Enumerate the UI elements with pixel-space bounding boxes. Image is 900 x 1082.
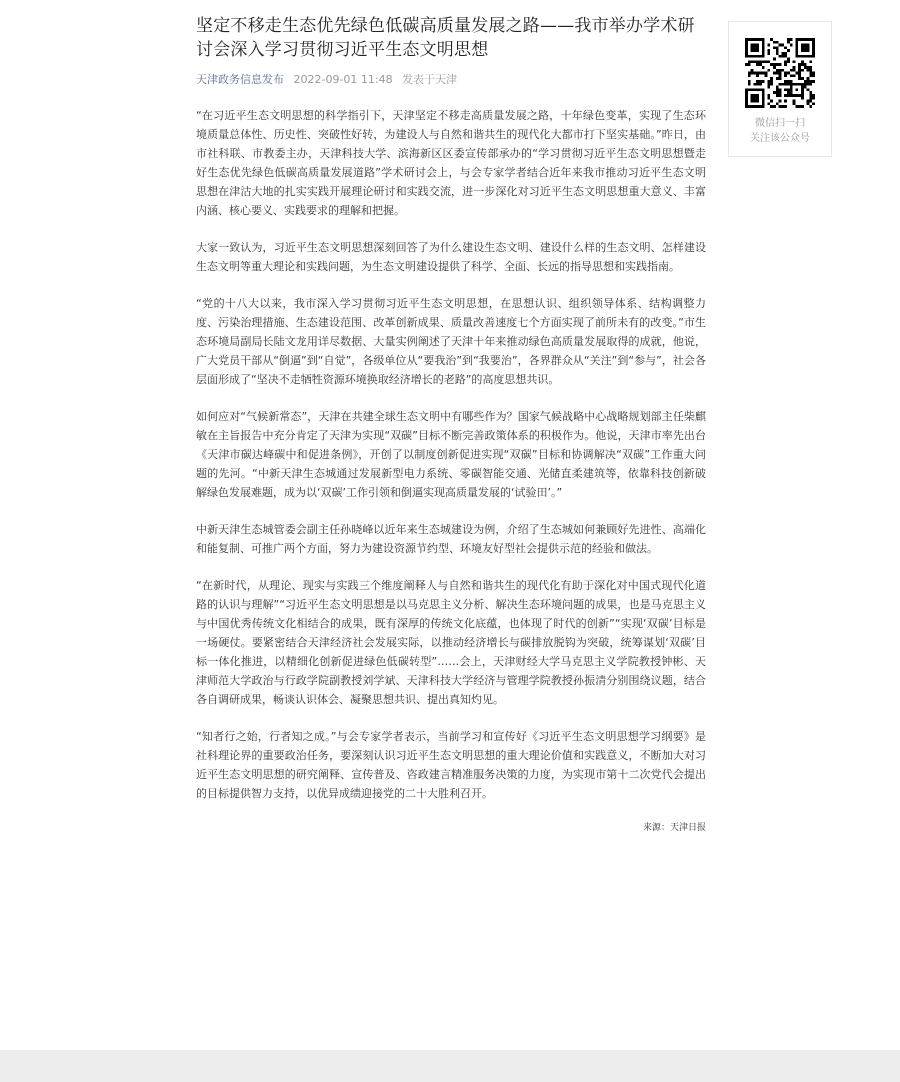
article-paragraph: “党的十八大以来，我市深入学习贯彻习近平生态文明思想，在思想认识、组织领导体系、结构调整力度、污染治理措施、生态建设范围、改革创新成果、质量改善速度七个方面实现了前所未有的改变。”市生态环境局副局长陆文龙用详尽数据、大量实例阐述了天津十年来推动绿色高质量发展取得的成就，他说，广大党员干部从“倒逼”到“自觉”，各级单位从“要我治”到“我要治”，各界群众从“关注”到“参与”，社会各层面形成了“坚决不走牺牲资源环境换取经济增长的老路”的高度思想共识。 bbox=[196, 297, 706, 386]
article-paragraph: “在新时代，从理论、现实与实践三个维度阐释人与自然和谐共生的现代化有助于深化对中国式现代化道路的认识与理解”“习近平生态文明思想是以马克思主义分析、解决生态环境问题的成果，也是马克思主义与中国优秀传统文化相结合的成果，既有深厚的传统文化底蕴，也体现了时代的创新”“实现‘双碳’目标是一场硬仗。要紧密结合天津经济社会发展实际，以推动经济增长与碳排放脱钩为突破，统筹谋划‘双碳’目标一体化推进，以精细化创新促进绿色低碳转型”……会上，天津财经大学马克思主义学院教授钟彬、天津师范大学政治与行政学院副教授刘学斌、天津科技大学经济与管理学院教授孙振清分别围绕议题，结合各自调研成果，畅谈认识体会、凝聚思想共识、提出真知灼见。 bbox=[196, 579, 706, 706]
qr-code-image bbox=[745, 38, 815, 108]
article-source: 来源：天津日报 bbox=[642, 823, 706, 833]
article-title: 坚定不移走生态优先绿色低碳高质量发展之路——我市举办学术研讨会深入学习贯彻习近平生态文明思想 bbox=[196, 16, 695, 60]
qr-caption-line2: 关注该公众号 bbox=[750, 133, 810, 144]
article-paragraph: “在习近平生态文明思想的科学指引下，天津坚定不移走高质量发展之路，十年绿色变革，实现了生态环境质量总体性、历史性、突破性好转，为建设人与自然和谐共生的现代化大都市打下坚实基础。”昨日，由市社科联、市教委主办，天津科技大学、滨海新区区委宣传部承办的“学习贯彻习近平生态文明思想暨走好生态优先绿色低碳高质量发展道路”学术研讨会上，与会专家学者结合近年来我市推动习近平生态文明思想在津沽大地的扎实实践开展理论研讨和实践交流，进一步深化对习近平生态文明思想重大意义、丰富内涵、核心要义、实践要求的理解和把握。 bbox=[196, 109, 706, 217]
publish-time: 2022-09-01 11:48 bbox=[293, 73, 393, 86]
footer-bar bbox=[0, 1050, 900, 1082]
qr-caption bbox=[729, 116, 831, 146]
article-meta bbox=[196, 72, 706, 88]
article-paragraph: 大家一致认为，习近平生态文明思想深刻回答了为什么建设生态文明、建设什么样的生态文明、怎样建设生态文明等重大理论和实践问题，为生态文明建设提供了科学、全面、长远的指导思想和实践指南。 bbox=[196, 241, 706, 273]
article-paragraph: 如何应对“气候新常态”，天津在共建全球生态文明中有哪些作为？国家气候战略中心战略规划部主任柴麒敏在主旨报告中充分肯定了天津为实现“双碳”目标不断完善政策体系的积极作为。他说，天津市率先出台《天津市碳达峰碳中和促进条例》，开创了以制度创新促进实现“双碳”目标和协调解决“双碳”工作重大问题的先河。“中新天津生态城通过发展新型电力系统、零碳智能交通、光储直柔建筑等，依靠科技创新破解绿色发展难题，成为以‘双碳’工作引领和倒逼实现高质量发展的‘试验田’。” bbox=[196, 410, 706, 499]
account-name-link[interactable]: 天津政务信息发布 bbox=[196, 73, 284, 86]
article-paragraph: 中新天津生态城管委会副主任孙晓峰以近年来生态城建设为例，介绍了生态城如何兼顾好先进性、高端化和能复制、可推广两个方面，努力为建设资源节约型、环境友好型社会提供示范的经验和做法。 bbox=[196, 523, 706, 555]
article-paragraph: “知者行之始，行者知之成。”与会专家学者表示，当前学习和宣传好《习近平生态文明思想学习纲要》是社科理论界的重要政治任务，要深刻认识习近平生态文明思想的重大理论价值和实践意义，不断加大对习近平生态文明思想的研究阐释、宣传普及、咨政建言精准服务决策的力度，为实现市第十二次党代会提出的目标提供智力支持，以优异成绩迎接党的二十大胜利召开。 bbox=[196, 730, 706, 800]
article-content bbox=[196, 106, 706, 803]
qr-caption-line1: 微信扫一扫 bbox=[755, 118, 805, 129]
qr-code-card bbox=[728, 21, 832, 157]
publish-location: 发表于天津 bbox=[402, 73, 458, 86]
article bbox=[196, 14, 706, 835]
